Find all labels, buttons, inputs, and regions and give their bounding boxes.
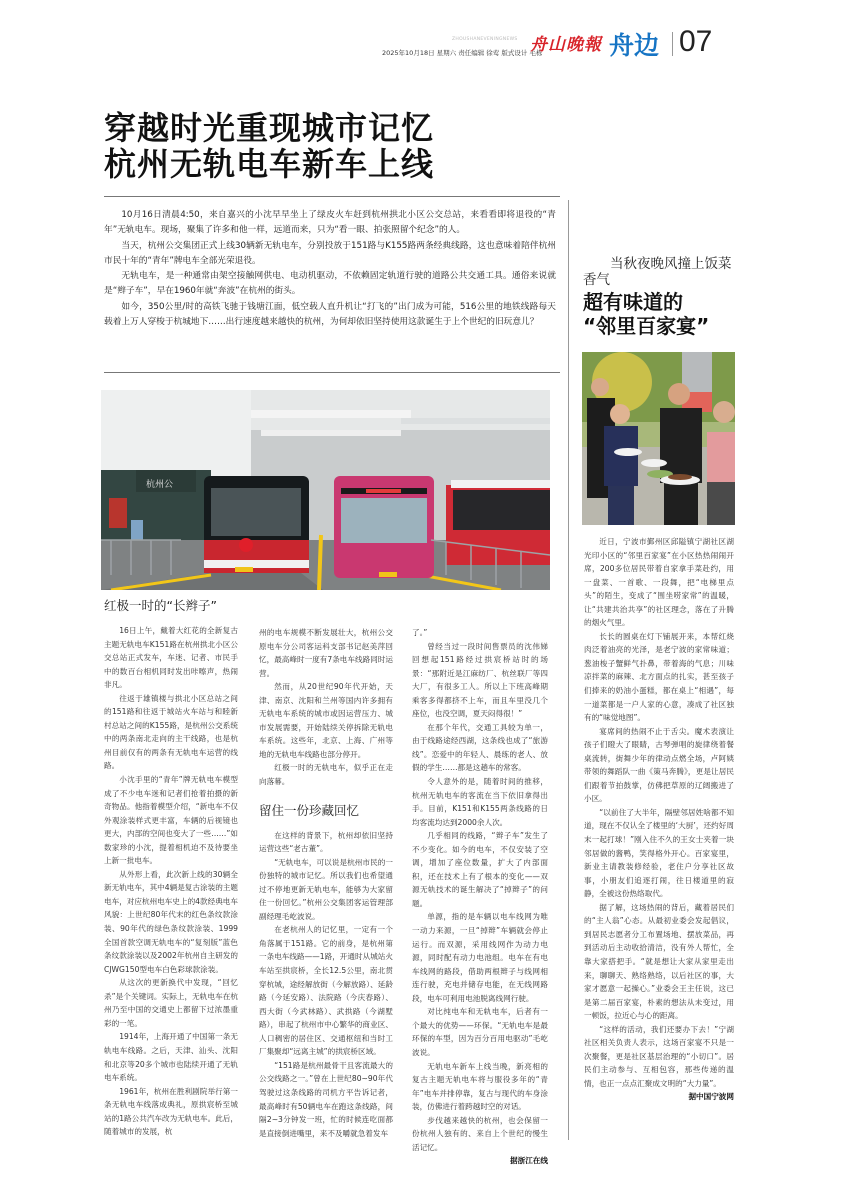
body-paragraph: 州的电车规模不断发展壮大，杭州公交原电车分公司客运科支部书记赵美萍回忆，最高峰时一度有7条电车线路同时运营。 xyxy=(259,628,393,678)
body-paragraph: 了。” xyxy=(412,628,428,637)
body-paragraph: 几乎相同的线路，“辫子车”发生了不少变化。如今的电车，不仅安装了空调，增加了座位数量，扩大了内部面积，还在技术上有了根本的变化——双源无轨技术的诞生解决了“掉辫子”的问题。 xyxy=(412,831,548,908)
body-paragraph: 往返于雄镇楼与拱北小区总站之间的151路和往返于城站火车站与和睦新村总站之间的K155路，是杭州公交系统中的两条南北走向的主干线路，也是杭州目前仅有的两条有无轨电车运营的线路。 xyxy=(104,693,238,771)
section-name: 舟边 xyxy=(609,31,660,60)
body-paragraph: 从外形上看，此次新上线的30辆全新无轨电车，其中4辆是复古涂装的主题电车，对应杭州电车史上的4款经典电车风貌：上世纪80年代末的红色条纹款涂装、90年代的绿色条纹款涂装、1999全国首款空调无轨电车的“复刻版”蓝色条纹款涂装以及2002年杭州自主研发的CJWG150型电车白色彩球款涂装。 xyxy=(104,869,238,974)
article-column-1 xyxy=(104,598,238,1139)
body-paragraph: “无轨电车，可以说是杭州市民的一份独特的城市记忆。所以我们也希望通过不停地更新无轨电车，能够为大家留住一份回忆。”杭州公交集团客运管理部副经理毛屹波说。 xyxy=(259,857,393,921)
body-paragraph: 1914年，上海开通了中国第一条无轨电车线路。之后，天津、汕头、沈阳和北京等20多个城市也陆续开通了无轨电车系统。 xyxy=(104,1032,238,1083)
kicker-text: 当秋夜晚风撞上饭菜香气 xyxy=(583,256,732,288)
neighborhood-feast-photo xyxy=(582,352,735,525)
body-paragraph: “151路是杭州最骨干且客流最大的公交线路之一。”曾在上世纪80~90年代驾驶过这条线路的司机方平告诉记者，最高峰时有50辆电车在跑这条线路，间隔2~3分钟发一班，忙的时候连吃面都是直接倒进嘴里，来不及嚼就急着发车 xyxy=(259,1060,393,1138)
body-paragraph: 小沈手里的“青年”牌无轨电车模型成了不少电车迷和记者们抢着拍摄的新奇物品。他指着模型介绍，“新电车不仅外观涂装样式更丰富，车辆的后视镜也更大，内部的空间也变大了一些……”如数家珍的小沈，提着相机迫不及待要坐上新一批电车。 xyxy=(104,775,238,866)
body-paragraph: 16日上午，戴着大红花的全新复古主题无轨电车K151路在杭州拱北小区公交总站正式发车，车迷、记者、市民手中的数百台相机同时发出咔嚓声，热闹非凡。 xyxy=(104,626,238,690)
issue-meta: 2025年10月18日 星期六 责任编辑 徐莺 版式设计 毛栋 xyxy=(382,49,543,57)
body-paragraph: 单源，指的是车辆以电车线网为唯一动力来源，一旦“掉辫”车辆就会停止运行。而双源，采用线网作为动力电源，同时配有动力电池组。电车在有电车线网的路段，借助两根辫子与线网相连行驶，充电并储存电能，在无线网路段，电车可利用电池脱离线网行驶。 xyxy=(412,912,548,1003)
newspaper-logo: 舟山晚報 xyxy=(530,35,602,55)
side-title-line-1: 超有味道的 xyxy=(583,290,683,314)
newspaper-english-name: ZHOUSHANEVENINGNEWS xyxy=(452,37,518,42)
masthead-divider xyxy=(672,32,673,56)
side-story-body xyxy=(584,535,734,1104)
lead-divider xyxy=(104,372,560,373)
lead-paragraph: 10月16日清晨4:50，来自嘉兴的小沈早早坐上了绿皮火车赶到杭州拱北小区公交总站，来看看即将退役的“青年”无轨电车。现场，聚集了许多和他一样，远道而来，只为“看一眼、拍张照留个纪念”的人。 xyxy=(104,210,556,236)
page-number: 07 xyxy=(679,25,713,58)
article-column-3 xyxy=(412,626,548,1168)
body-paragraph: 据了解，这场热闹的背后，藏着居民们的“主人翁”心态。从最初业委会发起倡议，到居民志愿者分工布置场地、摆放菜品，再到活动后主动收拾清洁，没有外人帮忙，全靠大家搭把手。“就是想让大家从家里走出来，聊聊天、熟络熟络，以后社区的事，大家才愿意一起操心。”业委会王主任说，这已是第二届百家宴，朴素的想法从未变过，用一顿饭，拉近心与心的距离。 xyxy=(584,902,734,1021)
station-sign: 杭州公 xyxy=(146,480,174,490)
section-heading-long-braid: 红极一时的“长辫子” xyxy=(104,598,217,613)
body-paragraph: 然而，从20世纪90年代开始，天津、南京、沈阳和兰州等国内许多拥有无轨电车系统的城市或因运营压力、城市发展需要，开始陆续关停拆除无轨电车系统。这些年，北京、上海、广州等地的无轨电车线路也部分停开。 xyxy=(259,682,393,759)
body-paragraph: 近日，宁波市鄞州区邱隘镇宁湖社区湖光印小区的“邻里百家宴”在小区热热闹闹开席，200多位居民带着自家拿手菜赴约，用一盘菜、一首歌、一段舞，把“电梯里点头”的陌生，变成了“围坐唠家常”的温暖，让“共建共治共享”的社区理念，落在了升腾的烟火气里。 xyxy=(584,537,734,628)
column-divider xyxy=(568,200,569,1140)
body-paragraph: 红极一时的无轨电车，似乎正在走向落幕。 xyxy=(259,763,393,787)
body-paragraph: 从这次的更新换代中发现，“回忆杀”是个关键词。实际上，无轨电车在杭州乃至中国的交通史上都留下过浓墨重彩的一笔。 xyxy=(104,978,238,1028)
body-paragraph: 曾经当过一段时间售票员的沈伟娣回想起151路经过拱宸桥站时的场景：“那附近是江麻纺厂、杭丝联厂等四大厂，有很多工人。所以上下班高峰期乘客多得都挤不上车，而且车里没几个座位，也没空调，夏天闷得很！” xyxy=(412,641,548,719)
body-paragraph: “以前住了大半年，隔壁邻居姓啥都不知道，现在不仅认全了楼里的‘大厨’，还约好周末一起打球！”刚入住不久的王女士夹着一块邻居做的酱鸭，笑得格外开心。百家宴里，新业主请教装修经验，老住户分享社区故事，小朋友们追逐打闹，往日楼道里的寂静，全被这份热络取代。 xyxy=(584,807,734,899)
body-paragraph: 长长的圆桌在灯下铺展开来，本帮红烧肉泛着油亮的光泽，是老宁波的家常味道；葱油梭子蟹鲜气扑鼻，带着海的气息；川味凉拌菜的麻辣、北方面点的扎实，甚至孩子们捧来的奶油小蛋糕，都在桌上“相遇”，每一道菜都是一户人家的心意，凑成了社区独有的“味觉地图”。 xyxy=(584,631,734,723)
article-source: 据浙江在线 xyxy=(510,1156,548,1166)
headline-line-2: 杭州无轨电车新车上线 xyxy=(104,145,435,183)
body-paragraph: 无轨电车新车上线当晚，新亮相的复古主题无轨电车将与服役多年的“青年”电车并排停靠，复古与现代的车身涂装，仿佛进行着跨越时空的对话。 xyxy=(412,1061,548,1112)
body-paragraph: 在这样的背景下，杭州却依旧坚持运营这些“老古董”。 xyxy=(259,830,393,854)
body-paragraph: 宴席间的热闹不止于舌尖。魔术表演让孩子们瞪大了眼睛，古琴弹唱的旋律绕着餐桌流转，街舞少年的律动点燃全场，卢阿姨带领的舞蹈队一曲《策马奔腾》，更是让居民们跟着节拍鼓掌，仿佛把草原的辽阔搬进了小区。 xyxy=(584,726,734,804)
lead-paragraph: 如今，350公里/时的高铁飞驰于钱塘江面，低空载人直升机让“打飞的”出门成为可能，516公里的地铁线路每天载着上万人穿梭于杭城地下……出行速度越来越快的杭州，为何却依旧坚持使用这款诞生于上个世纪的旧玩意儿？ xyxy=(104,301,556,328)
side-story-source: 据中国宁波网 xyxy=(688,1092,734,1102)
body-paragraph: 步伐越来越快的杭州，也会保留一份杭州人独有的、来自上个世纪的慢生活记忆。 xyxy=(412,1115,548,1152)
side-story-title xyxy=(583,290,748,338)
lead-paragraphs xyxy=(104,208,556,330)
body-paragraph: 1961年，杭州在胜利剧院举行第一条无轨电车线落成典礼，原拱宸桥至城站的1路公共汽车改为无轨电车。此后，随着城市的发展，杭 xyxy=(104,1086,238,1137)
body-paragraph: “这样的活动，我们还要办下去！”宁湖社区相关负责人表示，这场百家宴不只是一次聚餐，更是社区基层治理的“小切口”。居民们主动参与、互相包容，那些传递的温情，也正一点点汇聚成文明的“大力量”。 xyxy=(584,1024,734,1088)
side-title-line-2: “邻里百家宴” xyxy=(583,314,710,338)
masthead xyxy=(382,25,822,78)
body-paragraph: 对比纯电车和无轨电车，后者有一个最大的优势——环保。“无轨电车是最环保的车型，因为百分百用电驱动”毛屹波说。 xyxy=(412,1007,548,1057)
headline-line-1: 穿越时光重现城市记忆 xyxy=(104,109,435,147)
lead-paragraph: 无轨电车，是一种通常由架空接触网供电、电动机驱动，不依赖固定轨道行驶的道路公共交通工具。通俗来说就是“辫子车”，早在1960年就“奔波”在杭州的街头。 xyxy=(104,271,556,297)
headline-divider xyxy=(104,196,560,197)
main-headline xyxy=(104,110,434,182)
body-paragraph: 在那个年代，交通工具较为单一，由于线路途经西湖，这条线也成了“旅游线”。恋爱中的年轻人、晨练的老人、放假的学生……都是这趟车的常客。 xyxy=(412,722,548,773)
article-column-2 xyxy=(259,626,393,1140)
trolleybus-photo xyxy=(101,390,550,590)
section-heading-keep-memory: 留住一份珍藏回忆 xyxy=(259,802,360,818)
body-paragraph: 在老杭州人的记忆里，一定有一个角落属于151路。它的前身，是杭州第一条电车线路——1路，开通时从城站火车站至拱宸桥，全长12.5公里，南北贯穿杭城，途经解放街（今解放路）、延龄路（今延安路）、法院路（今庆春路）、西大街（今武林路）、武拱路（今湖墅路），串起了杭州市中心繁华的商业区、人口稠密的居住区、交通枢纽和当时工厂集聚却“远离主城”的拱宸桥区域。 xyxy=(259,925,393,1057)
body-paragraph: 令人意外的是，随着时间的推移，杭州无轨电车的客流在当下依旧拿得出手。目前，K151和K155两条线路的日均客流均达到2000余人次。 xyxy=(412,777,548,827)
lead-paragraph: 当天，杭州公交集团正式上线30辆新无轨电车，分别投放于151路与K155路两条经典线路，这也意味着陪伴杭州市民十年的“青年”牌电车全部光荣退役。 xyxy=(104,240,556,266)
side-story-kicker xyxy=(583,256,743,288)
